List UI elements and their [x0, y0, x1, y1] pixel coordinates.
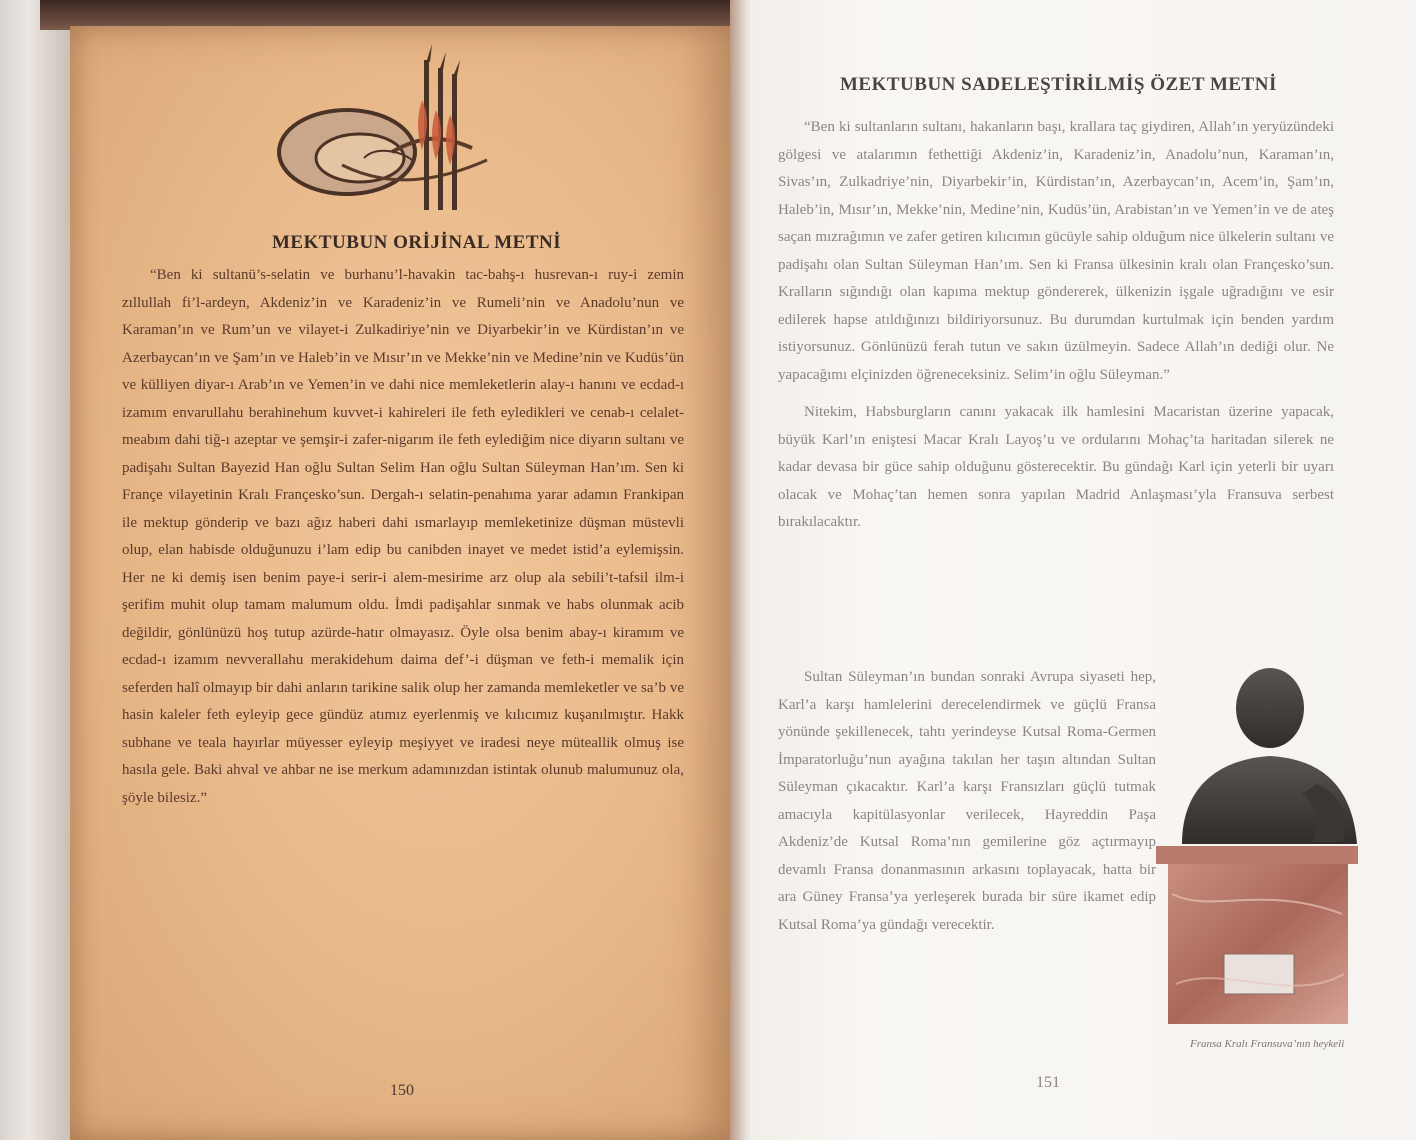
statue-photo — [1152, 664, 1362, 1030]
tughra-icon — [272, 40, 502, 220]
simplified-letter-paragraph: “Ben ki sultanların sultanı, hakanların başı, krallara taç giydiren, Allah’ın yeryüzündeki gölgesi ve atalarımın fethettiği Akdeniz’in, Karadeniz’in, Anadolu’nun, Karaman’ın, Sivas’ın, Zulkadriye’nin, Diyarbekir’in, Kürdistan’ın, Azerbaycan’ın, Acem’in, Şam’ın, Haleb’in, Mısır’ın, Mekke’nin, Medine’nin, Kudüs’ün, Arabistan’ın ve Yemen’in ve de ateş saçan mızrağımın ve zafer getiren kılıcımın gücüyle sahip olduğum nice ülkelerin sultanı ve padişahı olan Sultan Süleyman Han’ım. Sen ki Fransa ülkesinin kralı olan Françesko’sun. Kralların sığındığı olan kapıma mektup göndererek, ülkenizin işgale uğradığını ve esir edilerek hapse atıldığınızı bildiriyorsunuz. Bu durumdan kurtulmak için benden yardım istiyorsunuz. Gönlünüzü ferah tutun ve sakın üzülmeyin. Sadece Allah’ın dediği olur. Ne yapacağımı elçinizden öğreneceksiniz. Selim’in oğlu Süleyman.” — [778, 119, 1334, 383]
left-page-heading: MEKTUBUN ORİJİNAL METNİ — [272, 232, 562, 253]
simplified-letter-text — [778, 114, 1334, 547]
original-letter-paragraph: “Ben ki sultanü’s-selatin ve burhanu’l-havakin tac-bahş-ı husrevan-ı ruy-i zemin zıllullah fi’l-ardeyn, Akdeniz’in ve Karadeniz’in ve Rumeli’nin ve Anadolu’nun ve Karaman’ın ve Rum’un ve vilayet-i Zulkadiriye’nin ve Diyarbekir’in ve Kürdistan’ın ve Azerbaycan’ın ve Şam’ın ve Haleb’in ve Mısır’ın ve Mekke’nin ve Medine’nin ve Kudüs’ün ve külliyen diyar-ı Arab’ın ve Yemen’in ve dahi nice memleketlerin alay-ı hanını ve ecdad-ı izamım envarullahu berahinehum kuvvet-i kahireleri ile feth eyledikleri ve cenab-ı celalet-meabım dahi tiğ-ı azeptar ve şemşir-i zafer-nigarım ile feth eylediğim nice diyarın sultanı ve padişahı Sultan Bayezid Han oğlu Sultan Selim Han oğlu Sultan Süleyman Han’ım. Sen ki Françe vilayetinin Kralı Françesko’sun. Dergah-ı selatin-penahıma yarar adamın Frankipan ile mektup gönderip ve bazı ağız haberi dahi ısmarlayıp memleketinize düşman müstevli olup, elan habisde olduğunuzu i’lam edip bu canibden inayet ve medet istid’a eylemişsin. Her ne ki demiş isen benim paye-i serir-i alem-mesirime arz olup ala sebili’t-tafsil ilm-i şerifim muhit olup tamam malumum oldu. İmdi padişahlar sınmak ve habs olunmak acib değildir, gönlünüzü hoş tutup azürde-hatır olmayasız. Öyle olsa benim abay-ı kiramım ve ecdad-ı izamım nevverallahu merakidehum daima def’-i düşman ve feth-i memalik için seferden halî olmayıp bir dahi anların tarikine salik olup her zamanda memleketler ve sa’b ve hasin kaleler feth eyleyip gece gündüz atımız eyerlenmiş ve kılıcımız kuşanılmıştır. Hakk subhane ve teala hayırlar müyesser eyleyip meşiyyet ve iradesi neye müteallik olmuş ise hasıla gele. Baki ahval ve ahbar ne ise merkum adamınızdan istintak olunub malumunuz ola, şöyle bilesiz.” — [122, 267, 684, 806]
figure-caption: Fransa Kralı Fransuva’nın heykeli — [1190, 1038, 1345, 1050]
original-letter-text — [122, 262, 684, 812]
narrative-paragraph-wrapped — [778, 664, 1156, 939]
page-stack-edge — [0, 0, 70, 1140]
left-page-number: 150 — [390, 1082, 414, 1099]
europe-policy-paragraph: Sultan Süleyman’ın bundan sonraki Avrupa siyaseti hep, Karl’a karşı hamlelerini derecelendirmek ve güçlü Fransa yönünde şekillenecek, tahtı yerindeyse Kutsal Roma-Germen İmparatorluğu’nun ayağına takılan her taşın altından Sultan Süleyman çıkacaktır. Karl’a karşı Fransızları güçlü tutmak amacıyla kapitülasyonlar verilecek, Hayreddin Paşa Akdeniz’de Kutsal Roma’nın gemilerine göz açtırmayıp devamlı Fransa donanmasının arkasını toplayacak, hatta bir ara Güney Fransa’ya yerleşerek burada bir süre ikamet edip Kutsal Roma’ya gündağı verecektir. — [778, 669, 1156, 933]
narrative-paragraph: Nitekim, Habsburgların canını yakacak ilk hamlesini Macaristan üzerine yapacak, büyük Karl’ın eniştesi Macar Kralı Layoş’u ve ordularını Mohaç’ta haritadan silerek ne kadar devasa bir güce sahip olduğunu gösterecektir. Bu gündağı Karl için yeterli bir uyarı olacak ve Mohaç’tan hemen sonra yapılan Madrid Anlaşması’yla Fransuva serbest bırakılacaktır. — [778, 404, 1334, 530]
right-page-number: 151 — [1036, 1074, 1060, 1091]
right-page-heading: MEKTUBUN SADELEŞTİRİLMİŞ ÖZET METNİ — [840, 74, 1277, 95]
